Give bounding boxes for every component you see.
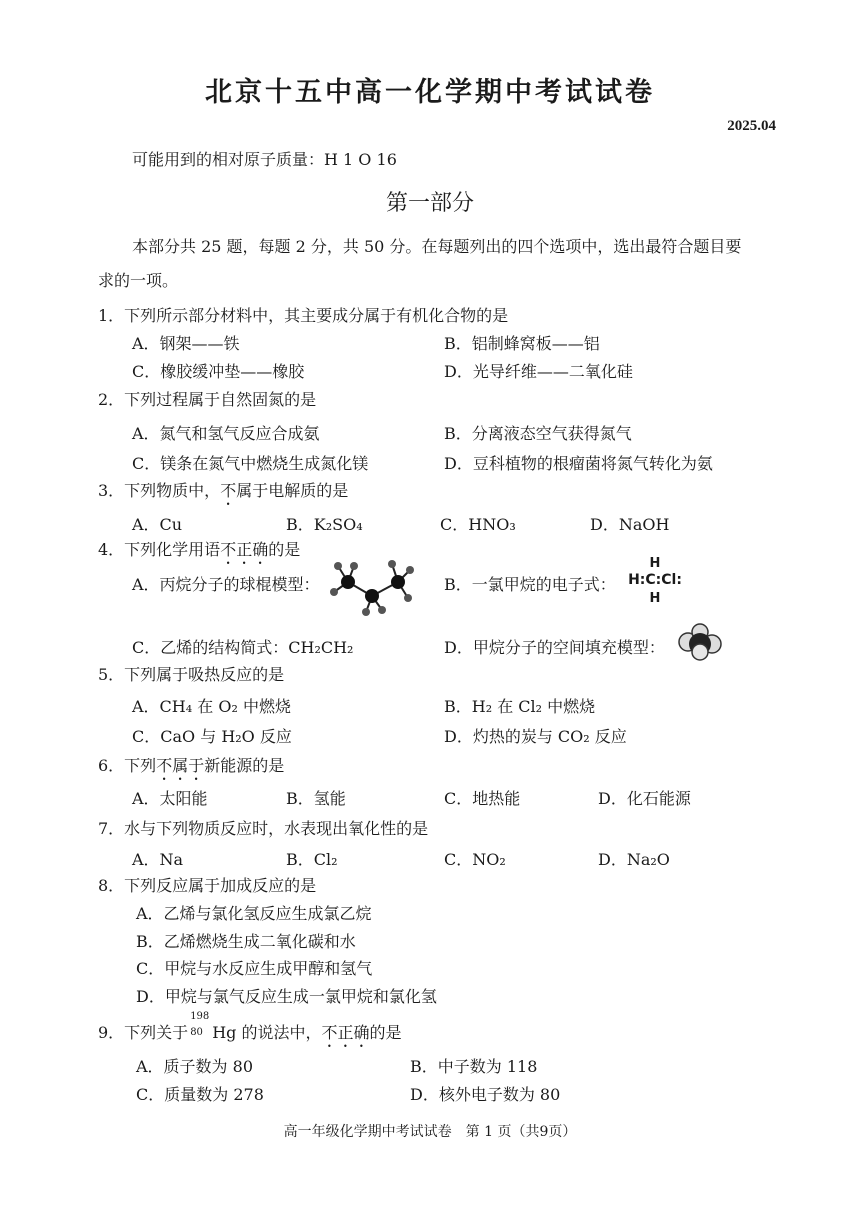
section-intro-line1: 本部分共 25 题，每题 2 分，共 50 分。在每题列出的四个选项中，选出最符合题目要 <box>132 237 742 256</box>
question-1-option-d: D．光导纤维——二氧化硅 <box>444 362 633 381</box>
question-8-option-b: B．乙烯燃烧生成二氧化碳和水 <box>136 932 356 951</box>
exam-title: 北京十五中高一化学期中考试试卷 <box>205 77 655 108</box>
question-4-stem <box>98 537 300 568</box>
question-4-option-b: B．一氯甲烷的电子式： <box>444 575 616 594</box>
question-5-stem: 5．下列属于吸热反应的是 <box>98 665 285 684</box>
question-5-option-c: C．CaO 与 H₂O 反应 <box>132 727 292 746</box>
page-footer: 高一年级化学期中考试试卷 第 1 页（共9页） <box>283 1124 577 1140</box>
question-3-stem-post: 属于电解质的是 <box>236 481 349 500</box>
chloromethane-h-top: H <box>649 556 661 571</box>
question-1-option-b: B．铝制蜂窝板——铝 <box>444 334 600 353</box>
question-6-option-c: C．地热能 <box>444 789 521 808</box>
question-3-stem <box>98 478 348 509</box>
question-8-option-d: D．甲烷与氯气反应生成一氯甲烷和氯化氢 <box>136 987 437 1006</box>
nuclide-atomic-number: 80 <box>190 1027 203 1038</box>
question-9-stem-mid: 的说法中， <box>236 1023 322 1042</box>
question-5-option-a: A．CH₄ 在 O₂ 中燃烧 <box>132 697 291 716</box>
question-5-option-b: B．H₂ 在 Cl₂ 中燃烧 <box>444 697 596 716</box>
question-9-option-d: D．核外电子数为 80 <box>410 1085 561 1104</box>
question-2-option-d: D．豆科植物的根瘤菌将氮气转化为氨 <box>444 454 713 473</box>
chloromethane-electron-formula: H:C:Cl: <box>628 572 682 588</box>
question-1-option-a: A．钢架——铁 <box>132 334 240 353</box>
question-6-option-a: A．太阳能 <box>132 789 208 808</box>
question-3-emphasis: 不 <box>220 481 237 500</box>
question-9-option-c: C．质量数为 278 <box>136 1085 264 1104</box>
question-3-option-d: D．NaOH <box>590 515 670 534</box>
propane-ball-stick-model <box>328 552 418 616</box>
question-4-stem-pre: 4．下列化学用语 <box>98 540 221 559</box>
question-9-stem <box>98 1011 402 1051</box>
nuclide-symbol: Hg <box>212 1023 237 1042</box>
question-6-stem <box>98 753 284 784</box>
question-7-option-b: B．Cl₂ <box>286 850 338 869</box>
question-1-option-c: C．橡胶缓冲垫——橡胶 <box>132 362 305 381</box>
question-3-option-a: A．Cu <box>132 515 183 534</box>
question-7-option-c: C．NO₂ <box>444 850 506 869</box>
nuclide-mass-number: 198 <box>190 1011 210 1022</box>
question-2-option-a: A．氮气和氢气反应合成氨 <box>132 424 320 443</box>
mercury-nuclide <box>188 1011 212 1041</box>
question-4-option-c: C．乙烯的结构简式：CH₂CH₂ <box>132 638 354 657</box>
question-3-option-c: C．HNO₃ <box>440 515 516 534</box>
question-3-option-b: B．K₂SO₄ <box>286 515 363 534</box>
question-6-emphasis: 不属于 <box>156 756 205 775</box>
question-9-stem-pre: 9．下列关于 <box>98 1023 189 1042</box>
question-4-option-a: A．丙烷分子的球棍模型： <box>132 575 320 594</box>
question-4-emphasis: 不正确 <box>220 540 269 559</box>
question-6-stem-post: 新能源的是 <box>204 756 285 775</box>
question-6-stem-pre: 6．下列 <box>98 756 157 775</box>
question-1-stem: 1．下列所示部分材料中，其主要成分属于有机化合物的是 <box>98 306 509 325</box>
question-5-option-d: D．灼热的炭与 CO₂ 反应 <box>444 727 627 746</box>
question-9-option-b: B．中子数为 118 <box>410 1057 538 1076</box>
question-8-option-c: C．甲烷与水反应生成甲醇和氢气 <box>136 959 373 978</box>
question-9-option-a: A．质子数为 80 <box>136 1057 254 1076</box>
question-6-option-d: D．化石能源 <box>598 789 691 808</box>
question-2-option-c: C．镁条在氮气中燃烧生成氮化镁 <box>132 454 369 473</box>
question-9-emphasis: 不正确 <box>321 1023 370 1042</box>
exam-date: 2025.04 <box>727 118 776 134</box>
question-8-option-a: A．乙烯与氯化氢反应生成氯乙烷 <box>136 904 372 923</box>
chloromethane-h-bottom: H <box>649 591 661 606</box>
question-2-stem: 2．下列过程属于自然固氮的是 <box>98 390 317 409</box>
atomic-mass-note: 可能用到的相对原子质量：H 1 O 16 <box>132 150 397 169</box>
question-4-option-d: D．甲烷分子的空间填充模型： <box>444 638 665 657</box>
question-8-stem: 8．下列反应属于加成反应的是 <box>98 876 317 895</box>
section-title: 第一部分 <box>385 191 474 216</box>
question-7-option-d: D．Na₂O <box>598 850 670 869</box>
question-7-option-a: A．Na <box>132 850 184 869</box>
methane-space-filling-model <box>676 622 724 662</box>
question-9-stem-post: 的是 <box>369 1023 402 1042</box>
question-6-option-b: B．氢能 <box>286 789 346 808</box>
question-2-option-b: B．分离液态空气获得氮气 <box>444 424 632 443</box>
section-intro-line2: 求的一项。 <box>98 271 179 290</box>
question-4-stem-post: 的是 <box>268 540 301 559</box>
question-3-stem-pre: 3．下列物质中， <box>98 481 221 500</box>
question-7-stem: 7．水与下列物质反应时，水表现出氧化性的是 <box>98 819 429 838</box>
